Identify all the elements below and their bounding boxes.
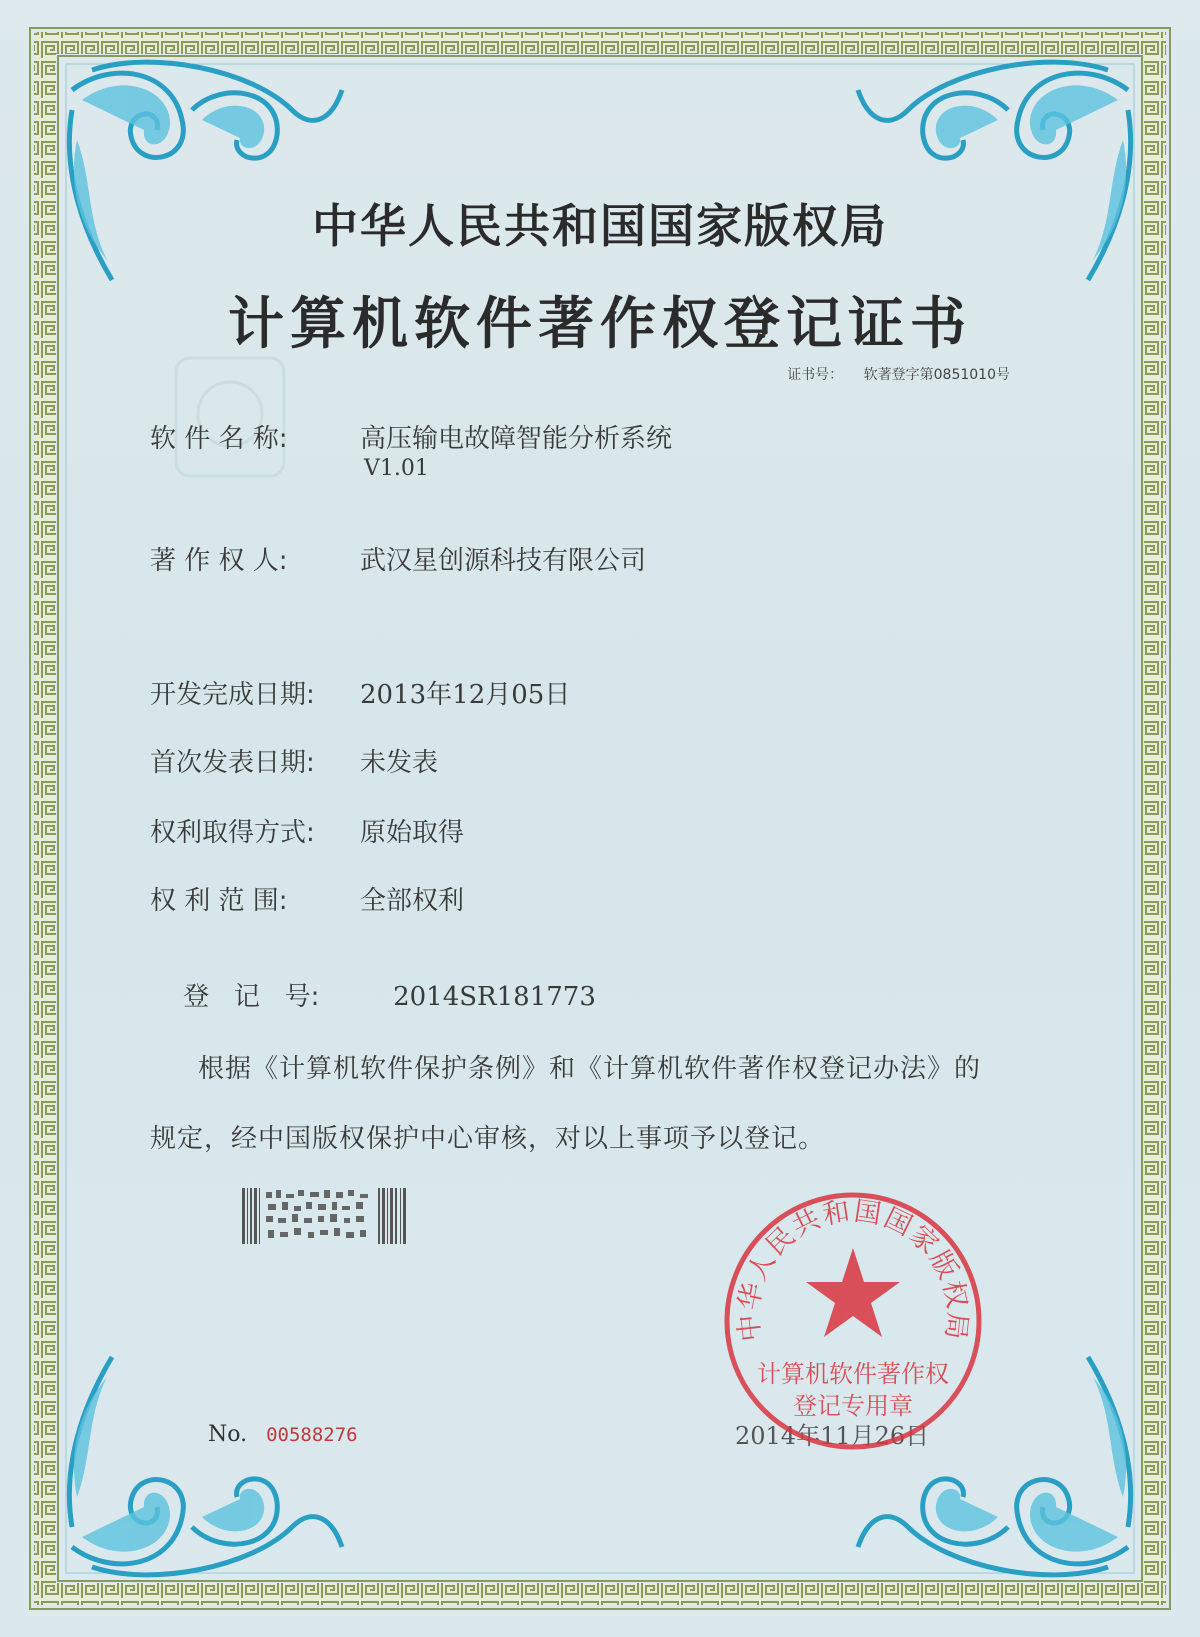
field-label: 软 件 名 称: [150, 424, 288, 454]
field-value: 高压输电故障智能分析系统 [360, 424, 673, 454]
field-label: 登 记 号: [183, 982, 320, 1012]
statement-line-1: 根据《计算机软件保护条例》和《计算机软件著作权登记办法》的 [198, 1054, 982, 1084]
field-label: 首次发表日期: [150, 748, 315, 778]
field-label: 权利取得方式: [150, 818, 315, 848]
field-label: 著 作 权 人: [150, 546, 288, 576]
barcode [242, 1188, 407, 1244]
field-label: 开发完成日期: [150, 680, 315, 710]
corner-ornament-bottom-left [52, 1337, 352, 1587]
serial-number-value: 00588276 [266, 1424, 358, 1446]
field-value: 武汉星创源科技有限公司 [360, 546, 647, 576]
watermark-emblem [170, 352, 290, 482]
field-first-publication-date [150, 742, 438, 779]
field-software-name [150, 418, 672, 455]
field-value: 未发表 [360, 748, 439, 778]
corner-ornament-top-right [848, 50, 1148, 300]
field-rights-scope [150, 880, 464, 917]
seal-center-line-2: 登记专用章 [793, 1392, 913, 1420]
serial-number [208, 1422, 358, 1447]
issuer-title: 中华人民共和国国家版权局 [312, 199, 888, 253]
field-value: 原始取得 [360, 818, 465, 848]
serial-number-label: No. [208, 1422, 248, 1447]
statement-line-2: 规定，经中国版权保护中心审核，对以上事项予以登记。 [150, 1124, 826, 1154]
field-completion-date [150, 674, 570, 711]
field-registration-number [150, 946, 596, 1043]
corner-ornament-top-left [52, 50, 352, 300]
certificate-number-label: 证书号： [787, 367, 844, 383]
field-acquisition-method [150, 812, 464, 849]
field-value: 2013年12月05日 [360, 680, 571, 710]
seal-center-line-1: 计算机软件著作权 [757, 1360, 949, 1388]
issue-date: 2014年11月26日 [735, 1422, 930, 1450]
official-seal [718, 1186, 988, 1456]
certificate-title: 计算机软件著作权登记证书 [228, 292, 972, 357]
star-icon [806, 1248, 900, 1337]
certificate-number [787, 364, 1010, 384]
field-value: 全部权利 [360, 886, 465, 916]
field-label: 权 利 范 围: [150, 886, 288, 916]
field-value: 2014SR181773 [393, 982, 596, 1012]
software-version: V1.01 [364, 456, 429, 481]
seal-ring-text: 中华人民共和国国家版权局 [733, 1195, 973, 1343]
field-copyright-owner [150, 540, 646, 577]
certificate-number-value: 软著登字第0851010号 [863, 367, 1010, 383]
